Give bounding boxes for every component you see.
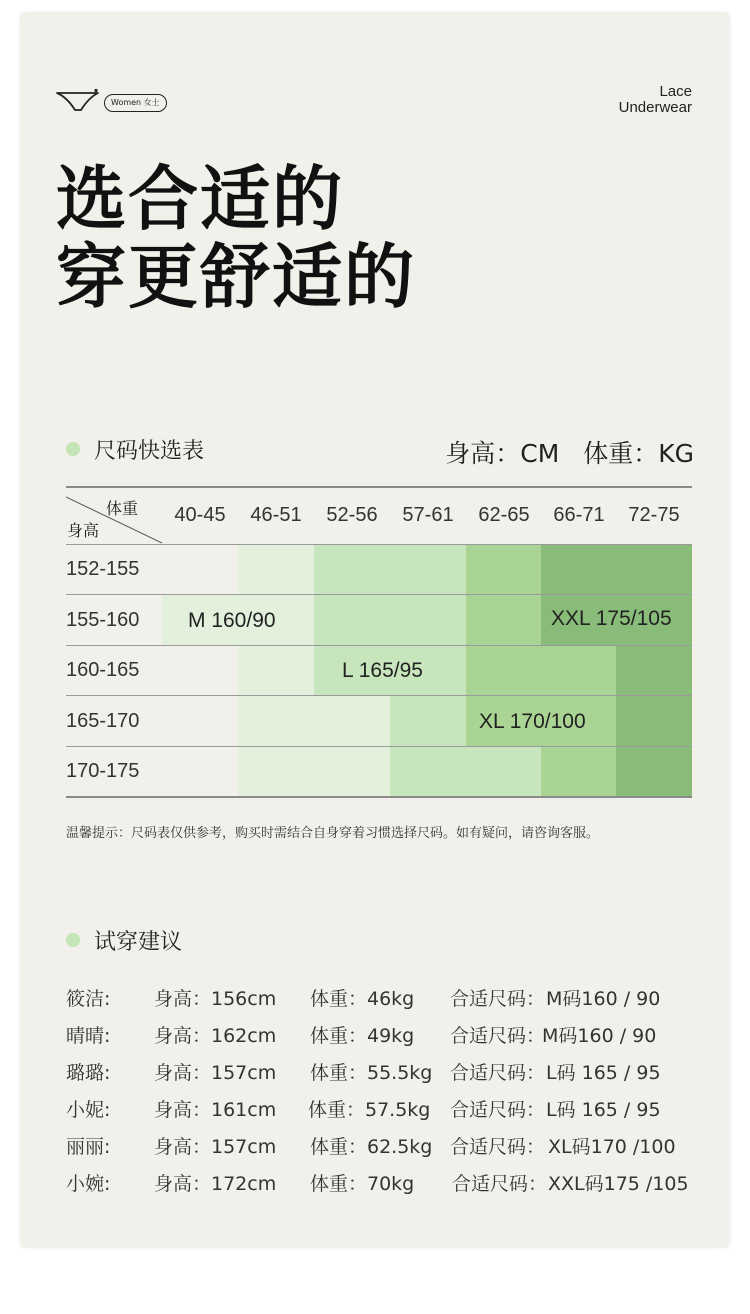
brand-name (619, 84, 692, 116)
model-name: 晴晴: (66, 1025, 111, 1047)
model-weight: 体重：62.5kg (310, 1136, 433, 1158)
weight-col-head: 62-65 (478, 504, 530, 526)
model-weight: 体重：55.5kg (310, 1062, 433, 1084)
row-divider (66, 594, 692, 595)
fit-size-value: L码 165 / 95 (546, 1099, 661, 1121)
model-name: 筱洁: (66, 988, 111, 1010)
weight-col-head: 72-75 (628, 504, 680, 526)
try-on-row (66, 1058, 706, 1088)
try-on-row (66, 984, 706, 1014)
size-zone-cell (616, 645, 692, 695)
fit-size-value: L码 165 / 95 (546, 1062, 661, 1084)
try-on-row (66, 1095, 706, 1125)
model-name: 丽丽: (66, 1136, 111, 1158)
fit-size-value: XL码170 /100 (548, 1136, 676, 1158)
height-row-head: 152-155 (66, 558, 140, 580)
height-row-head: 155-160 (66, 609, 140, 631)
model-height: 身高：157cm (154, 1062, 277, 1084)
headline (56, 160, 416, 316)
corner-height-label: 身高 (67, 521, 100, 540)
headline-line-1: 选合适的 (56, 158, 344, 240)
row-divider (66, 645, 692, 646)
try-on-title: 试穿建议 (94, 929, 183, 955)
size-chart-title: 尺码快选表 (94, 438, 205, 464)
model-name: 璐璐: (66, 1062, 111, 1084)
try-on-heading (66, 925, 182, 955)
size-zone-cell (466, 544, 541, 594)
size-zone-cell (314, 746, 390, 796)
bullet-dot-icon (66, 442, 80, 456)
women-badge: Women 女士 (104, 94, 167, 112)
size-label-xxl: XXL 175/105 (551, 607, 672, 630)
fit-size-label: 合适尺码： (450, 988, 546, 1010)
unit-weight: 体重：KG (583, 439, 694, 468)
model-weight: 体重：70kg (310, 1173, 415, 1195)
size-zone-cell (238, 746, 314, 796)
try-on-row (66, 1021, 706, 1051)
size-zone-cell (314, 695, 390, 746)
size-zone-cell (238, 645, 314, 695)
size-zone-cell (390, 544, 466, 594)
fit-size-label: 合适尺码： (450, 1025, 546, 1047)
fit-size-label: 合适尺码： (450, 1136, 546, 1158)
weight-col-head: 52-56 (326, 504, 378, 526)
try-on-row (66, 1169, 706, 1199)
units-legend (445, 434, 694, 470)
size-zone-cell (314, 594, 390, 645)
size-zone-cell (314, 544, 390, 594)
size-zone-cell (541, 544, 616, 594)
model-height: 身高：161cm (154, 1099, 277, 1121)
size-label-m: M 160/90 (188, 609, 276, 632)
fit-size-label: 合适尺码： (450, 1062, 546, 1084)
size-zone-cell (238, 544, 314, 594)
model-name: 小妮: (66, 1099, 111, 1121)
size-zone-cell (466, 645, 541, 695)
corner-weight-label: 体重 (106, 499, 139, 518)
size-zone-cell (390, 746, 466, 796)
weight-col-head: 46-51 (250, 504, 302, 526)
fit-size-value: M码160 / 90 (542, 1025, 657, 1047)
model-weight: 体重：57.5kg (308, 1099, 431, 1121)
height-row-head: 160-165 (66, 659, 140, 681)
bullet-dot-icon (66, 933, 80, 947)
weight-col-head: 66-71 (553, 504, 605, 526)
size-label-xl: XL 170/100 (479, 710, 586, 733)
row-divider (66, 695, 692, 696)
row-divider (66, 746, 692, 747)
model-height: 身高：172cm (154, 1173, 277, 1195)
fit-size-value: XXL码175 /105 (548, 1173, 689, 1195)
headline-line-2: 穿更舒适的 (56, 236, 416, 318)
model-height: 身高：162cm (154, 1025, 277, 1047)
size-zone-cell (238, 695, 314, 746)
weight-col-head: 40-45 (174, 504, 226, 526)
table-bottom-rule (66, 796, 692, 798)
height-row-head: 170-175 (66, 760, 140, 782)
fit-size-label: 合适尺码： (450, 1099, 546, 1121)
model-height: 身高：157cm (154, 1136, 277, 1158)
model-name: 小婉: (66, 1173, 111, 1195)
underwear-logo-icon (56, 88, 100, 114)
fit-size-label: 合适尺码： (452, 1173, 548, 1195)
weight-col-head: 57-61 (402, 504, 454, 526)
size-zone-cell (616, 695, 692, 746)
fit-size-value: M码160 / 90 (546, 988, 661, 1010)
unit-height: 身高：CM (445, 439, 560, 468)
height-row-head: 165-170 (66, 710, 140, 732)
size-zone-cell (390, 695, 466, 746)
brand-line-1: Lace (659, 83, 692, 100)
model-weight: 体重：49kg (310, 1025, 415, 1047)
size-zone-cell (541, 645, 616, 695)
try-on-row (66, 1132, 706, 1162)
size-chart-heading (66, 434, 204, 464)
size-zone-cell (616, 544, 692, 594)
row-divider (66, 544, 692, 545)
size-zone-cell (466, 594, 541, 645)
size-zone-cell (466, 746, 541, 796)
brand-line-2: Underwear (618, 99, 692, 116)
size-tip-text: 温馨提示：尺码表仅供参考，购买时需结合自身穿着习惯选择尺码。如有疑问，请咨询客服。 (66, 826, 600, 841)
model-height: 身高：156cm (154, 988, 277, 1010)
size-label-l: L 165/95 (342, 659, 423, 682)
size-zone-cell (616, 746, 692, 796)
model-weight: 体重：46kg (310, 988, 415, 1010)
size-zone-cell (390, 594, 466, 645)
size-zone-cell (541, 746, 616, 796)
